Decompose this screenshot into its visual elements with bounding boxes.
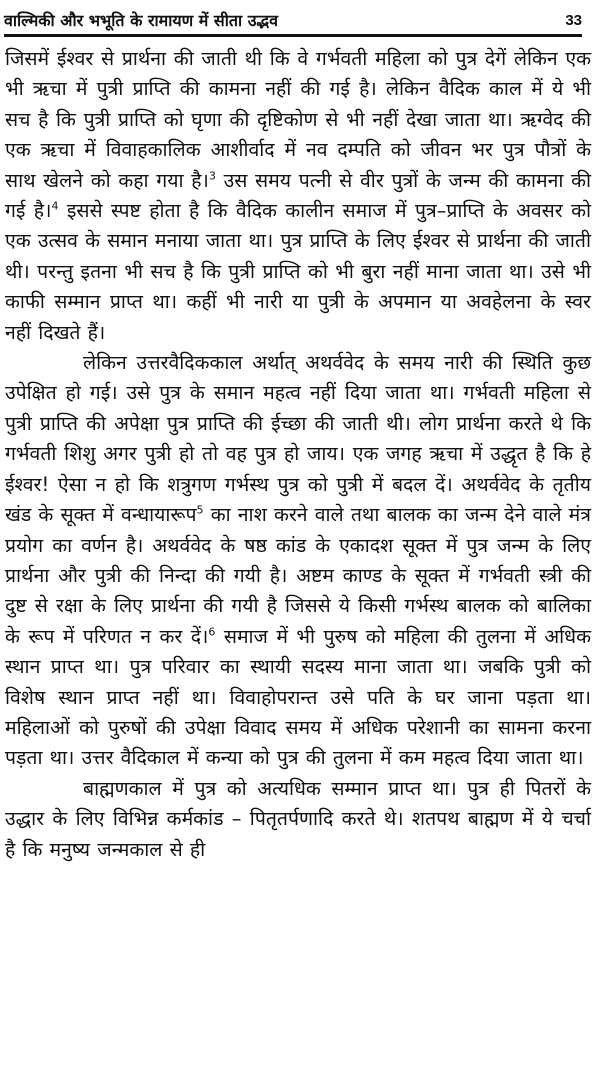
footnote-marker-3: 3 [208, 169, 216, 183]
running-title: वाल्मिकी और भभूति के रामायण में सीता उद्भव [4, 11, 278, 30]
paragraph-2-text-a: लेकिन उत्तरवैदिककाल अर्थात् अथर्ववेद के समय नारी की स्थिति कुछ उपेक्षित हो गई। उसे पुत्र के समान महत्व नहीं दिया जाता था। गर्भवती महिला से पुत्री प्राप्ति की अपेक्षा पुत्र प्राप्ति की ईच्छा की जाती थी। लोग प्रार्थना करते थे कि गर्भवती शिशु अगर पुत्री हो तो वह पुत्र हो जाय। एक जगह ऋचा में उद्धृत है कि हे ईश्वर! ऐसा न हो कि शत्रुगण गर्भस्थ पुत्र को पुत्री में बदल दें। अथर्ववेद के तृतीय खंड के सूक्त में वन्धायारूप [5, 351, 591, 527]
paragraph-1-text-a: जिसमें ईश्वर से प्रार्थना की जाती थी कि वे गर्भवती महिला को पुत्र देगें लेकिन एक भी ऋचा में पुत्री प्राप्ति की कामना नहीं की गई है। लेकिन वैदिक काल में ये भी सच है कि पुत्री प्राप्ति को घृणा की दृष्टिकोण से भी नहीं देखा जाता था। ऋग्वेद की एक ऋचा में विवाहकालिक आशीर्वाद में नव दम्पति को जीवन भर पुत्र पौत्रों के साथ खेलने को कहा गया है। [5, 47, 591, 192]
page-header [4, 6, 582, 37]
footnote-marker-4: 4 [51, 199, 59, 213]
body-text [5, 44, 591, 865]
footnote-marker-5: 5 [196, 503, 204, 517]
paragraph-2 [5, 348, 591, 774]
paragraph-1-text-b: उस समय पत्नी से वीर पुत्रों के जन्म की कामना की गई है। [5, 168, 591, 223]
page-number: 33 [565, 11, 582, 29]
paragraph-2-text-c: समाज में भी पुरुष को महिला की तुलना में अधिक स्थान प्राप्त था। पुत्र परिवार का स्थायी सदस्य माना जाता था। जबकि पुत्री को विशेष स्थान प्राप्त नहीं था। विवाहोपरान्त उसे पति के घर जाना पड़ता था। महिलाओं को पुरुषों की उपेक्षा विवाद समय में अधिक परेशानी का सामना करना पड़ता था। उत्तर वैदिकाल में कन्या को पुत्र की तुलना में कम महत्व दिया जाता था। [5, 624, 591, 770]
footnote-marker-6: 6 [208, 625, 216, 639]
paragraph-1 [5, 44, 591, 348]
paragraph-3 [5, 774, 591, 865]
paragraph-2-text-b: का नाश करने वाले तथा बालक का जन्म देने वाले मंत्र प्रयोग का वर्णन है। अथर्ववेद के षष्ठ कांड के एकादश सूक्त में पुत्र जन्म के लिए प्रार्थना और पुत्री की निन्दा की गयी है। अष्टम काण्ड के सूक्त में गर्भवती स्त्री की दुष्ट से रक्षा के लिए प्रार्थना की गयी है जिससे ये किसी गर्भस्थ बालक को बालिका के रूप में परिणत न कर दें। [5, 503, 591, 648]
paragraph-1-text-c: इससे स्पष्ट होता है कि वैदिक कालीन समाज में पुत्र–प्राप्ति के अवसर को एक उत्सव के समान मनाया जाता था। पुत्र प्राप्ति के लिए ईश्वर से प्रार्थना की जाती थी। परन्तु इतना भी सच है कि पुत्री प्राप्ति को भी बुरा नहीं माना जाता था। उसे भी काफी सम्मान प्राप्त था। कहीं भी नारी या पुत्री के अपमान या अवहेलना के स्वर नहीं दिखते हैं। [5, 199, 592, 344]
paragraph-3-text: बाह्मणकाल में पुत्र को अत्यधिक सम्मान प्राप्त था। पुत्र ही पितरों के उद्धार के लिए विभिन्न कर्मकांड – पितृतर्पणादि करते थे। शतपथ बाह्मण में ये चर्चा है कि मनुष्य जन्मकाल से ही [5, 776, 591, 861]
